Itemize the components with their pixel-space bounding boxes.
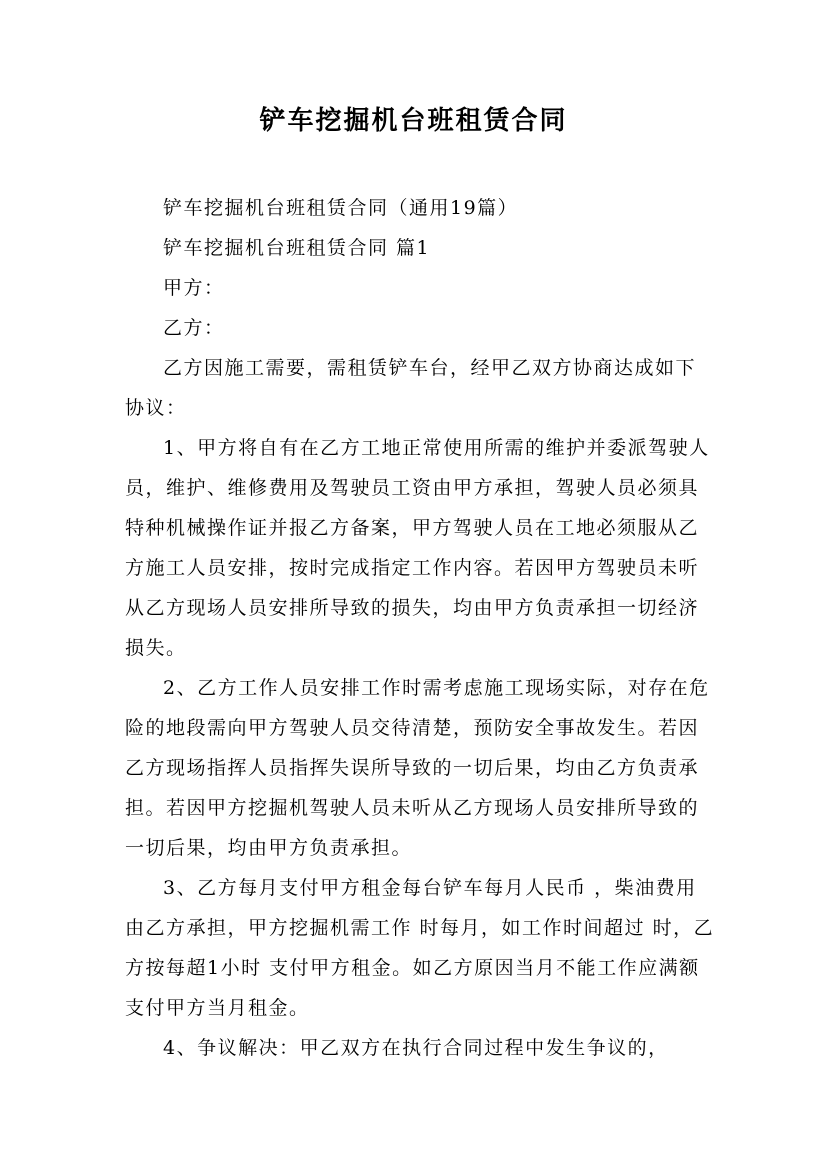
- party-a-label: 甲方：: [163, 277, 225, 299]
- intro-paragraph: 乙方因施工需要，需租赁铲车台，经甲乙双方协商达成如下协议：: [125, 357, 697, 419]
- section-heading: 铲车挖掘机台班租赁合同 篇1: [163, 237, 431, 259]
- party-b-label: 乙方：: [163, 317, 225, 339]
- clause-1: 1、甲方将自有在乙方工地正常使用所需的维护并委派驾驶人员，维护、维修费用及驾驶员工资由甲方承担，驾驶人员必须具特种机械操作证并报乙方备案，甲方驾驶人员在工地必须服从乙方施工人员安排，按时完成指定工作内容。若因甲方驾驶员未听从乙方现场人员安排所导致的损失，均由甲方负责承担一切经济损失。: [125, 437, 710, 659]
- document-body: [125, 188, 715, 1068]
- clause-3: 3、乙方每月支付甲方租金每台铲车每月人民币 ，柴油费用由乙方承担，甲方挖掘机需工作 时每月，如工作时间超过 时，乙方按每超1小时 支付甲方租金。如乙方原因当月不能工作应满额支付甲方当月租金。: [125, 877, 715, 1019]
- clause-4: 4、争议解决：甲乙双方在执行合同过程中发生争议的，: [163, 1037, 669, 1059]
- document-title: 铲车挖掘机台班租赁合同: [259, 106, 568, 136]
- clause-2: 2、乙方工作人员安排工作时需考虑施工现场实际，对存在危险的地段需向甲方驾驶人员交待清楚，预防安全事故发生。若因乙方现场指挥人员指挥失误所导致的一切后果，均由乙方负责承担。若因甲方挖掘机驾驶人员未听从乙方现场人员安排所导致的一切后果，均由甲方负责承担。: [125, 677, 710, 859]
- doc-subtitle: 铲车挖掘机台班租赁合同（通用19篇）: [163, 197, 519, 219]
